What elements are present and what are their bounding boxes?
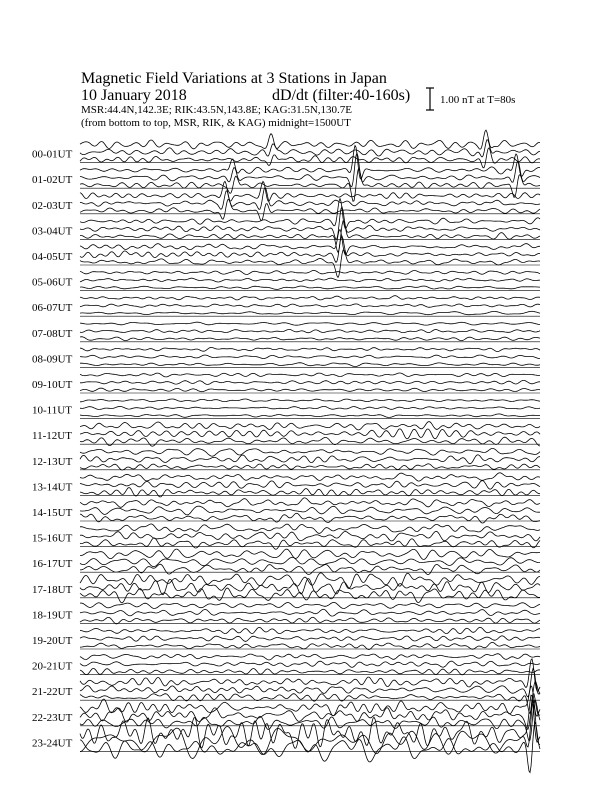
trace-kag xyxy=(80,549,540,559)
trace-kag xyxy=(80,602,540,608)
trace-rik xyxy=(80,506,540,515)
trace-msr xyxy=(80,311,540,314)
trace-msr xyxy=(80,588,540,603)
hour-label: 16-17UT xyxy=(32,558,73,571)
hour-label: 23-24UT xyxy=(32,737,73,750)
trace-kag xyxy=(80,296,540,300)
trace-rik xyxy=(80,278,540,282)
hour-label: 21-22UT xyxy=(32,686,73,699)
trace-msr xyxy=(80,414,540,418)
trace-msr xyxy=(80,564,540,574)
trace-rik xyxy=(80,609,540,616)
trace-kag xyxy=(80,230,540,255)
trace-rik xyxy=(80,153,540,187)
trace-kag xyxy=(80,322,540,325)
hour-label: 10-11UT xyxy=(32,404,72,417)
trace-msr xyxy=(80,388,540,392)
trace-rik xyxy=(80,207,540,240)
hour-label: 17-18UT xyxy=(32,583,73,596)
trace-rik xyxy=(80,355,540,359)
trace-msr xyxy=(80,437,540,446)
scale-bar-label: 1.00 nT at T=80s xyxy=(440,94,516,106)
trace-kag xyxy=(80,422,540,430)
trace-msr xyxy=(80,642,540,649)
hour-label: 06-07UT xyxy=(32,302,73,315)
filter-method: dD/dt (filter:40-160s) xyxy=(272,87,411,104)
hour-label: 19-20UT xyxy=(32,635,73,647)
hour-label: 05-06UT xyxy=(32,276,73,289)
trace-msr xyxy=(80,617,540,624)
hour-label: 18-19UT xyxy=(32,609,73,622)
hour-label: 13-14UT xyxy=(32,481,73,494)
trace-kag xyxy=(80,399,540,402)
trace-rik xyxy=(80,531,540,541)
trace-kag xyxy=(80,449,540,457)
trace-rik xyxy=(80,380,540,384)
trace-kag xyxy=(80,659,540,691)
chart-date: 10 January 2018 xyxy=(81,87,187,104)
hour-label: 11-12UT xyxy=(32,430,72,443)
hour-label: 00-01UT xyxy=(32,148,73,161)
trace-kag xyxy=(80,130,540,149)
trace-msr xyxy=(80,199,540,220)
trace-rik xyxy=(80,557,540,566)
hour-label: 07-08UT xyxy=(32,327,73,340)
trace-msr xyxy=(80,513,540,523)
trace-kag xyxy=(80,524,540,534)
trace-kag xyxy=(80,473,540,481)
trace-rik xyxy=(80,455,540,464)
trace-msr xyxy=(80,363,540,367)
hour-label: 03-04UT xyxy=(32,225,73,238)
trace-rik xyxy=(80,429,540,439)
chart-title: Magnetic Field Variations at 3 Stations in Japan xyxy=(81,70,387,87)
trace-msr xyxy=(80,286,540,289)
hour-label: 15-16UT xyxy=(32,532,73,545)
trace-kag xyxy=(80,686,540,716)
trace-kag xyxy=(80,347,540,351)
hour-label: 04-05UT xyxy=(32,251,73,263)
trace-rik xyxy=(80,304,540,307)
trace-rik xyxy=(80,636,540,642)
trace-kag xyxy=(80,498,540,507)
hour-label: 14-15UT xyxy=(32,507,73,519)
station-coordinates: MSR:44.4N,142.3E; RIK:43.5N,143.8E; KAG:31.5N,130.7E xyxy=(81,104,353,116)
hour-label: 22-23UT xyxy=(32,711,73,724)
trace-rik xyxy=(80,187,540,209)
trace-rik xyxy=(80,406,540,409)
trace-kag xyxy=(80,654,540,660)
hour-label: 20-21UT xyxy=(32,660,73,673)
trace-rik xyxy=(80,661,540,667)
trace-rik xyxy=(80,481,540,490)
trace-rik xyxy=(80,330,540,333)
trace-msr xyxy=(80,337,540,341)
trace-msr xyxy=(80,538,540,549)
trace-kag xyxy=(80,627,540,633)
trace-msr xyxy=(80,669,540,675)
trace-msr xyxy=(80,464,540,470)
trace-kag xyxy=(80,270,540,274)
trace-msr xyxy=(80,148,540,168)
hour-label: 08-09UT xyxy=(32,353,73,366)
hour-label: 09-10UT xyxy=(32,379,73,391)
hour-label: 12-13UT xyxy=(32,455,73,468)
hour-label: 02-03UT xyxy=(32,199,73,212)
station-order-note: (from bottom to top, MSR, RIK, & KAG) midnight=1500UT xyxy=(81,117,351,129)
trace-rik xyxy=(80,236,540,262)
trace-rik xyxy=(80,579,540,595)
hour-label: 01-02UT xyxy=(32,174,73,187)
trace-kag xyxy=(80,373,540,377)
